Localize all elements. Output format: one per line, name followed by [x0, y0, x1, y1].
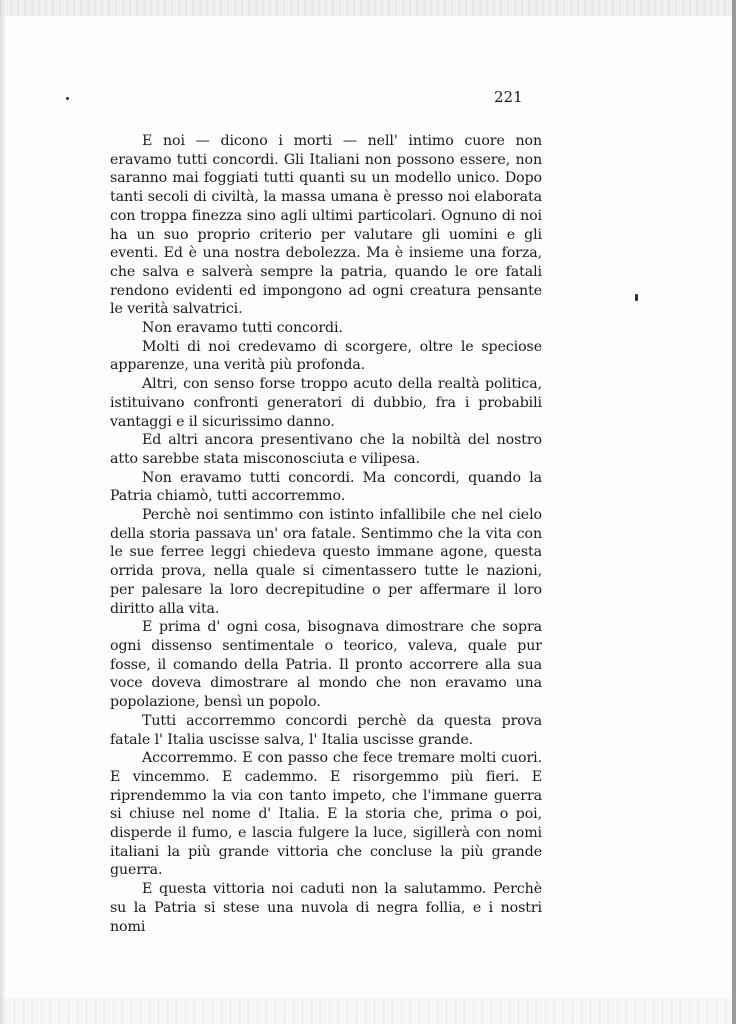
paragraph: Non eravamo tutti concordi. Ma concordi, quando la Patria chiamò, tutti accorremmo. [110, 469, 542, 505]
paragraph: E prima d' ogni cosa, bisognava dimostrare che sopra ogni dissenso sentimentale o teorico, valeva, quale pur fosse, il comando della Patria. Il pronto accorrere alla sua voce doveva dimostrare al mondo che non eravamo una popolazione, bensì un popolo. [110, 619, 542, 711]
ink-speck [635, 294, 638, 301]
body-text [110, 132, 542, 936]
paragraph: Accorremmo. E con passo che fece tremare molti cuori. E vincemmo. E cademmo. E risorgemmo più fieri. E riprendemmo la via con tanto impeto, che l'immane guerra si chiuse nel nome d' Italia. E la storia che, prima o poi, disperde il fumo, e lascia fulgere la luce, sigillerà con nomi italiani la più grande vittoria che concluse la più grande guerra. [110, 750, 542, 879]
paragraph: Tutti accorremmo concordi perchè da questa prova fatale l' Italia uscisse salva, l' Italia uscisse grande. [110, 712, 542, 748]
paragraph: Perchè noi sentimmo con istinto infallibile che nel cielo della storia passava un' ora fatale. Sentimmo che la vita con le sue ferree leggi chiedeva questo immane agone, questa orrida prova, nella quale si cimentassero tutte le nazioni, per palesare la loro decrepitudine o per affermare il loro diritto alla vita. [110, 507, 542, 617]
paragraph: Non eravamo tutti concordi. [142, 320, 343, 337]
paragraph: Molti di noi credevamo di scorgere, oltre le speciose apparenze, una verità più profonda. [110, 338, 542, 374]
scan-edge-top [0, 0, 736, 16]
scan-edge-right [732, 0, 736, 1024]
paragraph: E noi — dicono i morti — nell' intimo cuore non eravamo tutti concordi. Gli Italiani non possono essere, non saranno mai foggiati tutti quanti su un modello unico. Dopo tanti secoli di civiltà, la massa umana è presso noi elaborata con troppa finezza sino agli ultimi particolari. Ognuno di noi ha un suo proprio criterio per valutare gli uomini e gli eventi. Ed è una nostra debolezza. Ma è insieme una forza, che salva e salverà sempre la patria, quando le ore fatali rendono evidenti ed impongono ad ogni creatura pensante le verità salvatrici. [110, 133, 542, 318]
scan-edge-bottom [0, 998, 736, 1024]
paragraph: Ed altri ancora presentivano che la nobiltà del nostro atto sarebbe stata misconosciuta e vilipesa. [110, 432, 542, 467]
page-number: 221 [494, 88, 523, 106]
ink-speck [66, 97, 69, 100]
paragraph: Altri, con senso forse troppo acuto della realtà politica, istituivano confronti generatori di dubbio, fra i probabili vantaggi e il sicurissimo danno. [110, 376, 542, 430]
paragraph: E questa vittoria noi caduti non la salutammo. Perchè su la Patria si stese una nuvola di negra follia, e i nostri nomi [110, 881, 542, 935]
scan-edge-left [0, 0, 6, 1024]
